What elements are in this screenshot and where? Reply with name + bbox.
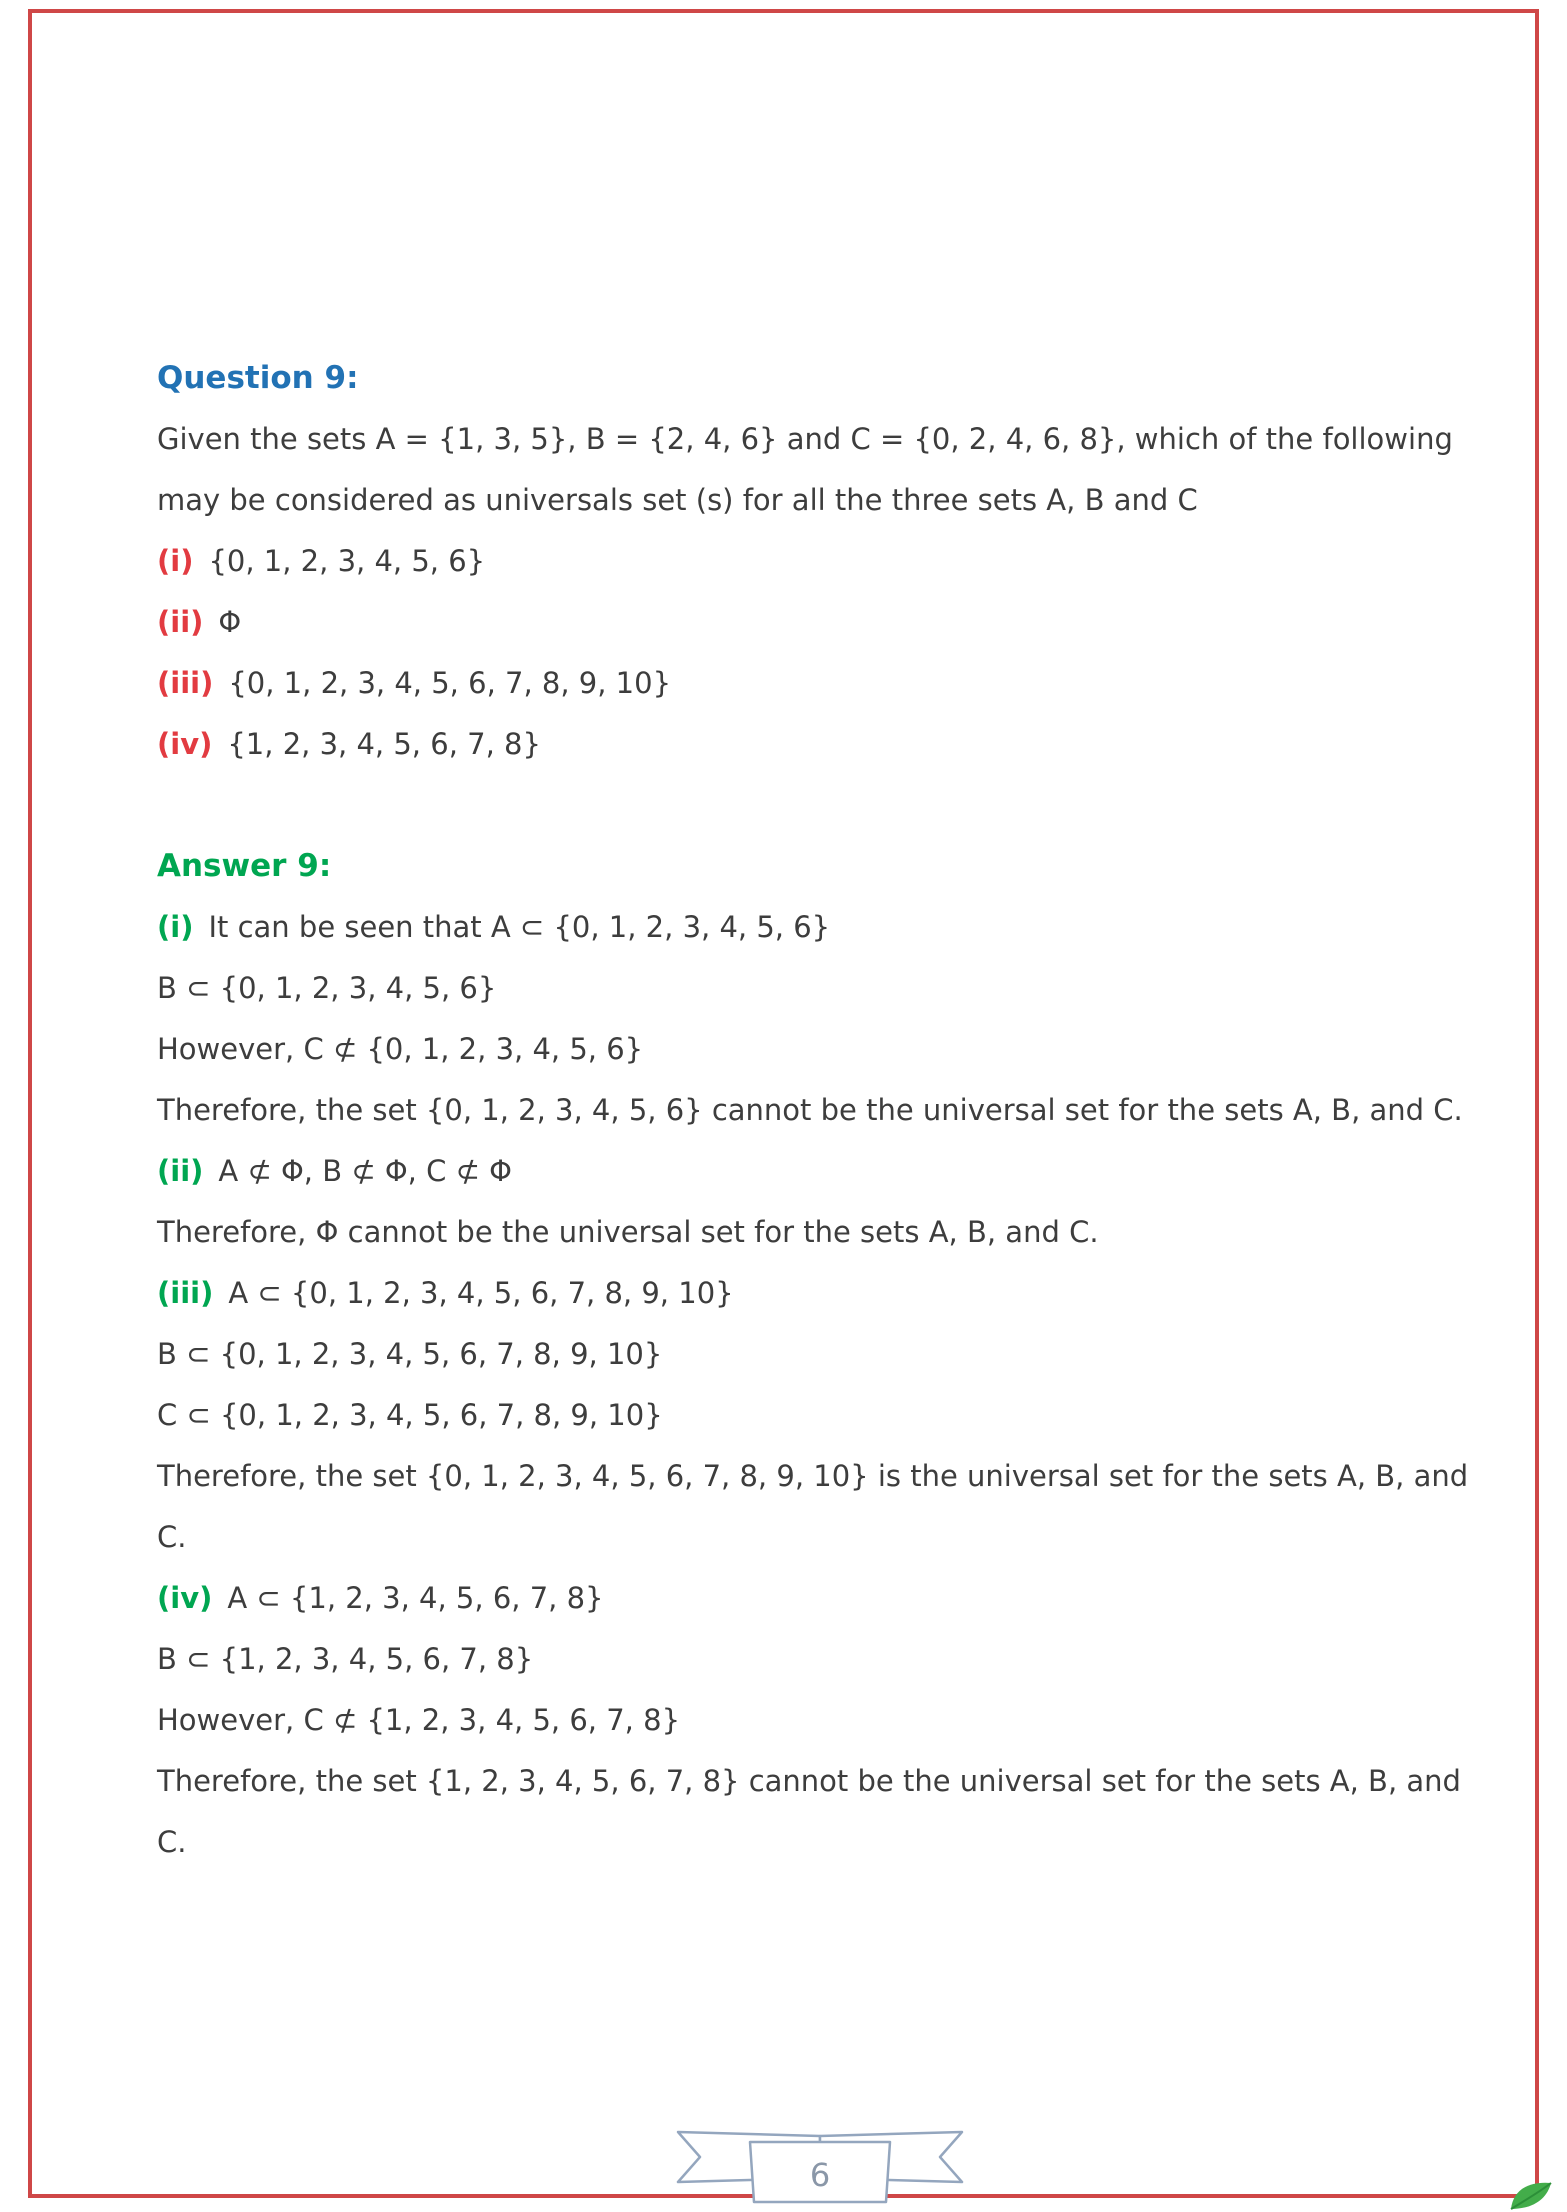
text-line	[157, 897, 1487, 958]
text-line	[157, 1629, 1487, 1690]
item-label: (iii)	[157, 1276, 214, 1310]
item-label: (iv)	[157, 727, 213, 761]
item-label: (ii)	[157, 605, 204, 639]
answer-heading: Answer 9:	[157, 848, 332, 884]
page-number: 6	[809, 2156, 831, 2194]
question-options	[157, 531, 1487, 775]
text-line	[157, 1568, 1487, 1629]
item-label: (iii)	[157, 666, 214, 700]
line-text: Therefore, the set {0, 1, 2, 3, 4, 5, 6} cannot be the universal set for the sets A, B, and C.	[157, 1093, 1463, 1127]
text-line	[157, 1263, 1487, 1324]
text-line	[157, 1019, 1487, 1080]
text-line	[157, 1385, 1487, 1446]
line-text: {0, 1, 2, 3, 4, 5, 6, 7, 8, 9, 10}	[228, 666, 672, 700]
line-text: It can be seen that A ⊂ {0, 1, 2, 3, 4, 5, 6}	[208, 910, 831, 944]
line-text: B ⊂ {0, 1, 2, 3, 4, 5, 6}	[157, 971, 497, 1005]
text-line	[157, 1751, 1487, 1873]
text-line	[157, 531, 1487, 592]
text-line	[157, 1324, 1487, 1385]
text-line	[157, 1690, 1487, 1751]
line-text: However, C ⊄ {0, 1, 2, 3, 4, 5, 6}	[157, 1032, 644, 1066]
page-number-ribbon-icon	[670, 2130, 970, 2206]
line-text: However, C ⊄ {1, 2, 3, 4, 5, 6, 7, 8}	[157, 1703, 681, 1737]
section-gap	[157, 775, 1487, 836]
text-line	[157, 1141, 1487, 1202]
question-heading: Question 9:	[157, 360, 359, 396]
text-line	[157, 1202, 1487, 1263]
line-text: {0, 1, 2, 3, 4, 5, 6}	[208, 544, 486, 578]
line-text: A ⊂ {1, 2, 3, 4, 5, 6, 7, 8}	[227, 1581, 604, 1615]
text-line	[157, 1080, 1487, 1141]
line-text: {1, 2, 3, 4, 5, 6, 7, 8}	[227, 727, 541, 761]
line-text: B ⊂ {1, 2, 3, 4, 5, 6, 7, 8}	[157, 1642, 534, 1676]
line-text: Therefore, the set {1, 2, 3, 4, 5, 6, 7, 8} cannot be the universal set for the sets A, B, and C.	[157, 1764, 1461, 1859]
item-label: (i)	[157, 910, 194, 944]
question-intro: Given the sets A = {1, 3, 5}, B = {2, 4, 6} and C = {0, 2, 4, 6, 8}, which of the following may be considered as universals set (s) for all the three sets A, B and C	[157, 422, 1453, 517]
text-line	[157, 653, 1487, 714]
line-text: Therefore, the set {0, 1, 2, 3, 4, 5, 6, 7, 8, 9, 10} is the universal set for the sets A, B, and C.	[157, 1459, 1469, 1554]
page-content	[157, 348, 1487, 1873]
text-line	[157, 714, 1487, 775]
answer-lines	[157, 897, 1487, 1873]
line-text: Therefore, Φ cannot be the universal set for the sets A, B, and C.	[157, 1215, 1099, 1249]
item-label: (i)	[157, 544, 194, 578]
text-line	[157, 958, 1487, 1019]
text-line	[157, 592, 1487, 653]
line-text: B ⊂ {0, 1, 2, 3, 4, 5, 6, 7, 8, 9, 10}	[157, 1337, 663, 1371]
line-text: Φ	[218, 605, 242, 639]
item-label: (iv)	[157, 1581, 213, 1615]
line-text: C ⊂ {0, 1, 2, 3, 4, 5, 6, 7, 8, 9, 10}	[157, 1398, 663, 1432]
item-label: (ii)	[157, 1154, 204, 1188]
text-line	[157, 1446, 1487, 1568]
line-text: A ⊄ Φ, B ⊄ Φ, C ⊄ Φ	[218, 1154, 512, 1188]
line-text: A ⊂ {0, 1, 2, 3, 4, 5, 6, 7, 8, 9, 10}	[228, 1276, 734, 1310]
